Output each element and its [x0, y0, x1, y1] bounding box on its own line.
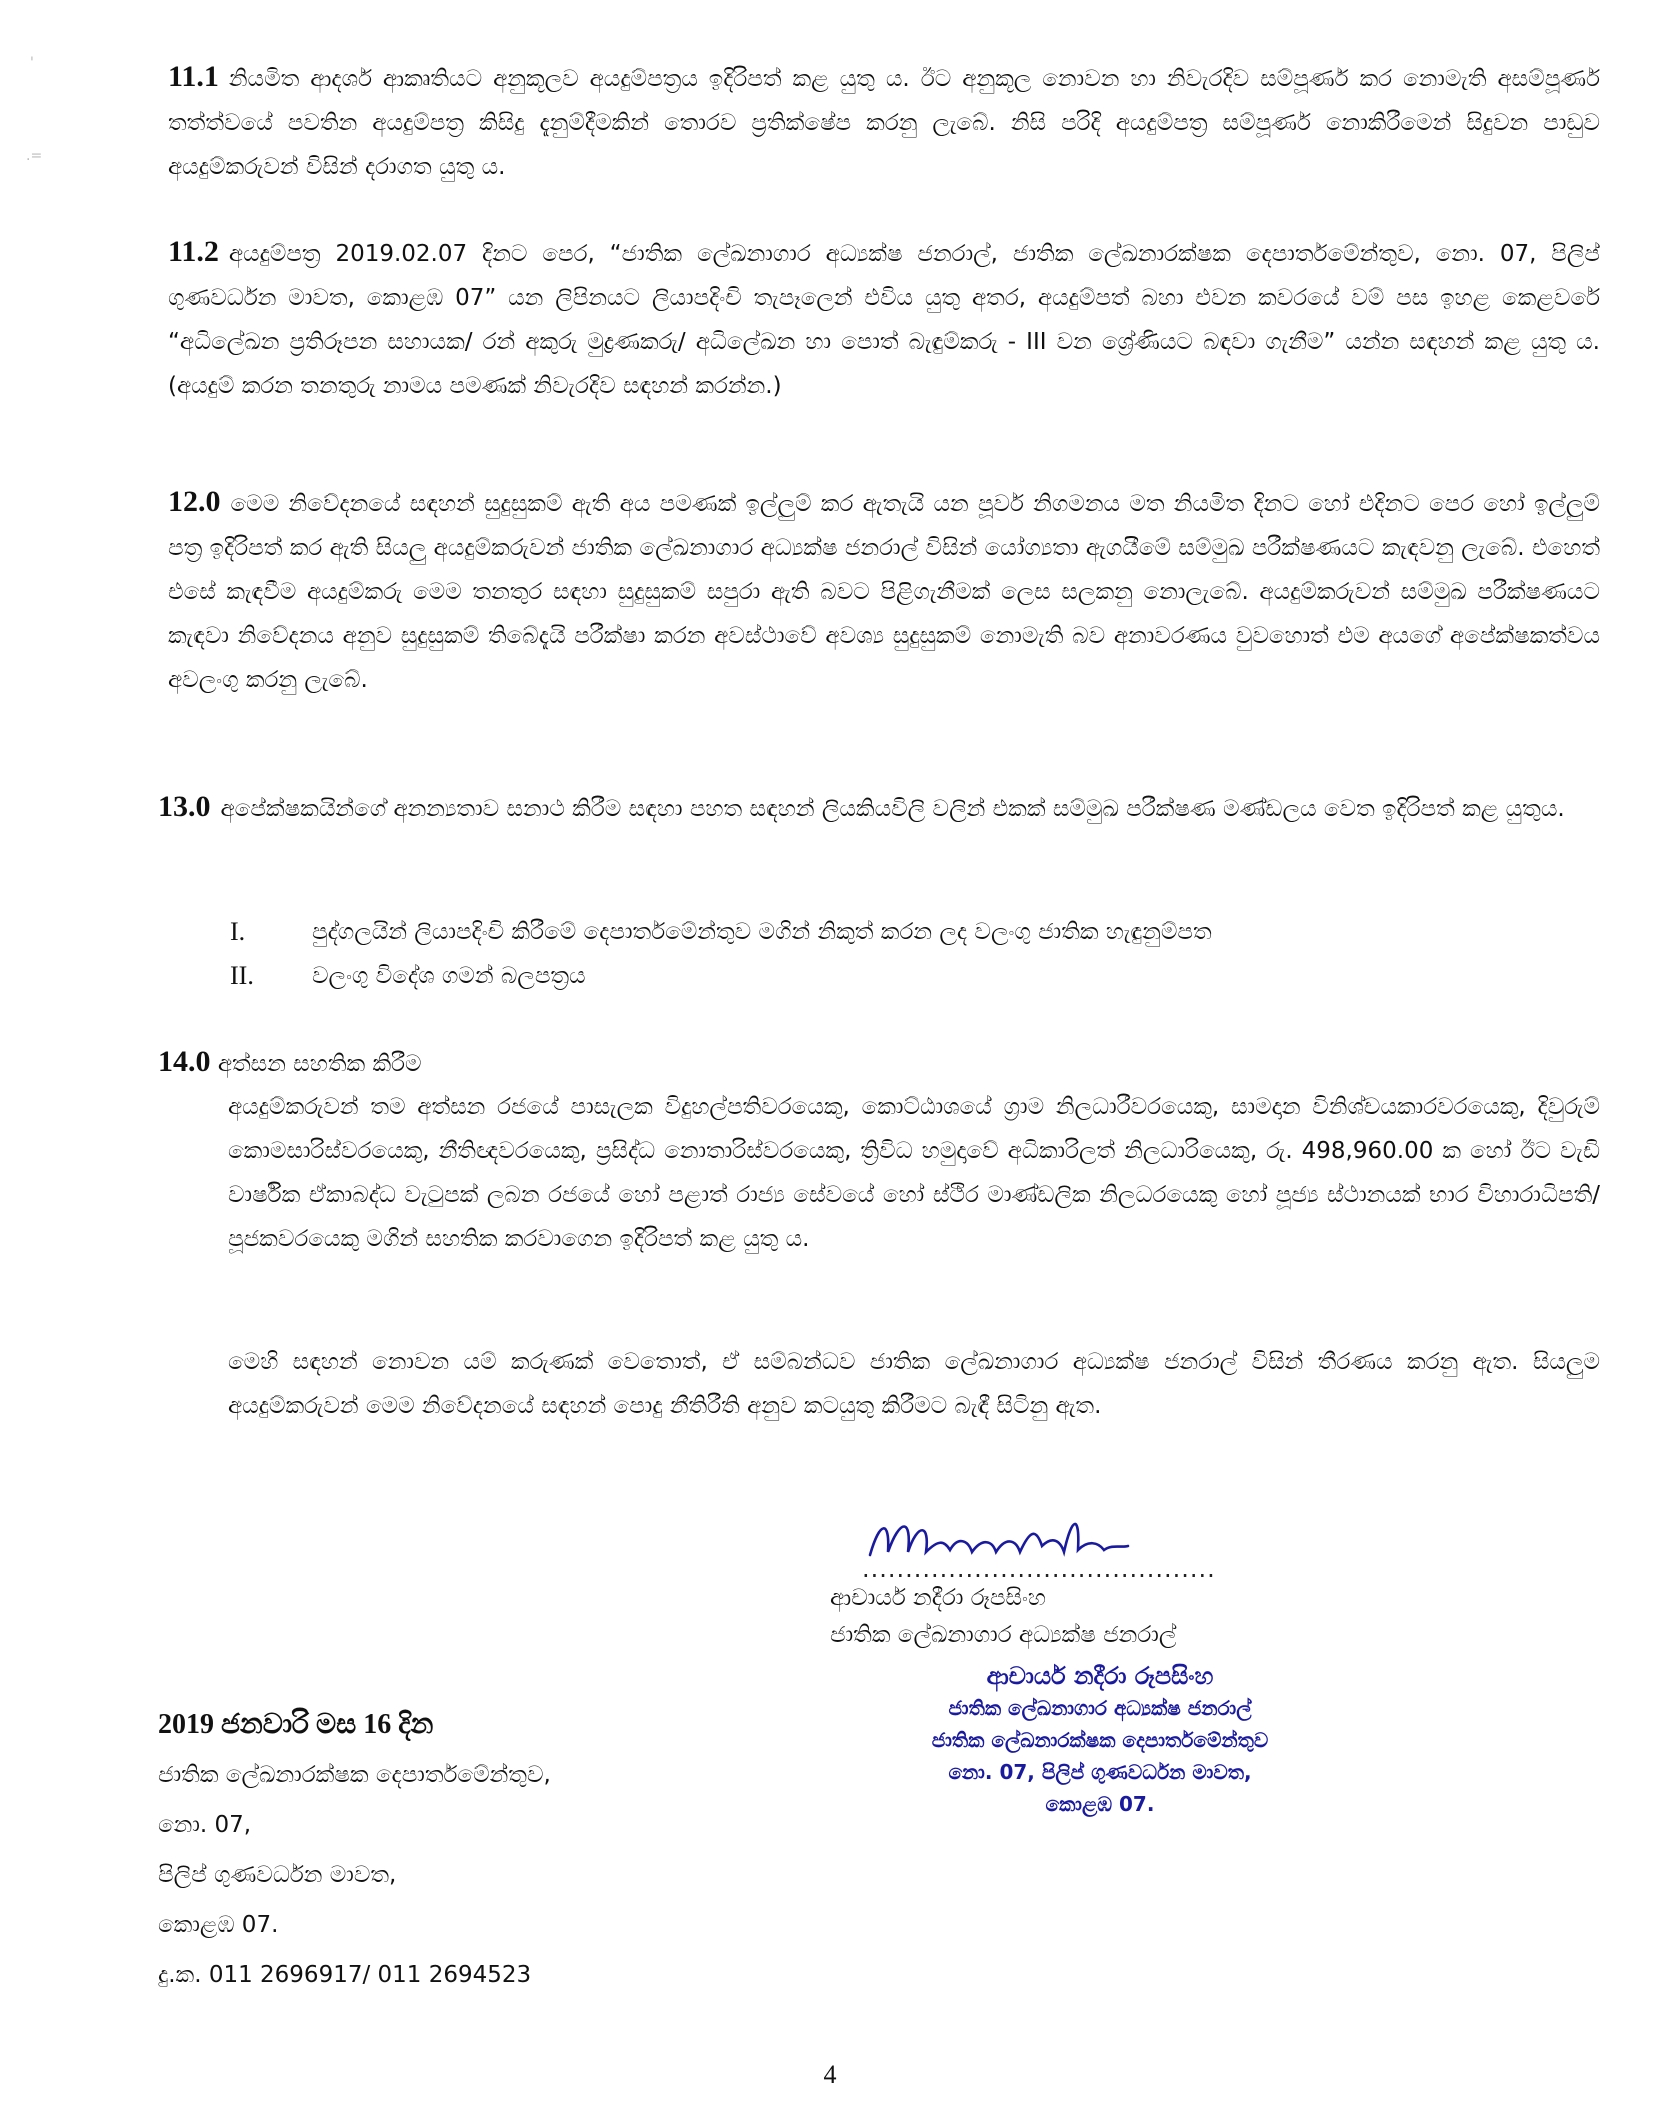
sender-address-block — [158, 1700, 551, 2000]
address-line: කොළඹ 07. — [158, 1912, 279, 1938]
phone-line: දු.ක. 011 2696917/ 011 2694523 — [158, 1962, 532, 1988]
section-14-heading — [158, 1040, 422, 1086]
section-11-1 — [168, 55, 1600, 189]
scan-mark: .= — [26, 148, 43, 164]
list-item — [230, 954, 1212, 998]
section-13 — [158, 785, 1600, 831]
scan-mark: ' — [30, 55, 34, 71]
section-text: අයදුම්පත්‍ර 2019.02.07 දිනට පෙර, “ජාතික ලේඛනාගාර අධ්‍යක්ෂ ජනරාල්, ජාතික ලේඛනාරක්ෂක දෙපාර්තමේන්තුව, නො. 07, පිලිප් ගුණවර්ධන මාවත, කොළඹ 07” යන ලිපිනයට ලියාපදිංචි තැපෑලෙන් එවිය යුතු අතර, අයදුම්පත් බහා එවන කවරයේ වම් පස ඉහළ කෙළවරේ “අධිලේඛන ප්‍රතිරූපන සහායක/ රන් අකුරු මුද්‍රණකරු/ අධිලේඛන හා පොත් බැඳුම්කරු - III වන ශ්‍රේණියට බඳවා ගැනීම” යන්න සඳහන් කළ යුතු ය. (අයදුම් කරන තනතුරු නාමය පමණක් නිවැරදිව සඳහන් කරන්න.) — [168, 241, 1600, 399]
address-line: නො. 07, — [158, 1812, 252, 1838]
page-number: 4 — [823, 2060, 837, 2089]
section-number: 11.2 — [168, 235, 219, 268]
section-12 — [168, 480, 1600, 702]
list-item-text: වලංගු විදේශ ගමන් බලපත්‍රය — [312, 963, 586, 989]
stamp-line: ජාතික ලේඛනාරක්ෂක දෙපාර්තමේන්තුව — [931, 1728, 1269, 1752]
section-11-2 — [168, 230, 1600, 408]
id-document-list — [230, 910, 1212, 998]
issue-date: 2019 ජනවාරි මස 16 දින — [158, 1709, 434, 1740]
section-title: අත්සන සහතික කිරීම — [217, 1051, 422, 1077]
section-text: නියමිත ආදර්ශ ආකෘතියට අනුකූලව අයදුම්පත්‍රය ඉදිරිපත් කළ යුතු ය. ඊට අනුකූල නොවන හා නිවැරදිව සම්පූර්ණ කර නොමැති අසම්පූර්ණ තත්ත්වයේ පවතින අයදුම්පත්‍ර කිසිදු දැනුම්දීමකින් තොරව ප්‍රතික්ෂේප කරනු ලැබේ. නිසි පරිදි අයදුම්පත්‍ර සම්පූර්ණ නොකිරීමෙන් සිදුවන පාඩුව අයදුම්කරුවන් විසින් දරාගත යුතු ය. — [168, 66, 1600, 180]
stamp-line: ආචාර්ය නදීරා රූපසිංහ — [986, 1662, 1214, 1690]
stamp-line: කොළඹ 07. — [1045, 1792, 1155, 1816]
address-line: පිලිප් ගුණවර්ධන මාවත, — [158, 1862, 397, 1888]
stamp-line: ජාතික ලේඛනාගාර අධ්‍යක්ෂ ජනරාල් — [948, 1696, 1252, 1720]
section-number: 11.1 — [168, 60, 219, 93]
list-marker: I. — [230, 917, 246, 946]
signature-line: ......................................... — [862, 1555, 1216, 1583]
address-line: ජාතික ලේඛනාරක්ෂක දෙපාර්තමේන්තුව, — [158, 1762, 551, 1788]
section-text: අපේක්ෂකයින්ගේ අනන්‍යතාව සනාථ කිරීම සඳහා පහත සඳහන් ලියකියවිලි වලින් එකක් සම්මුඛ පරීක්ෂණ මණ්ඩලය වෙත ඉදිරිපත් කළ යුතුය. — [220, 796, 1565, 822]
stamp-line: නො. 07, පිලිප් ගුණවර්ධන මාවත, — [948, 1760, 1252, 1784]
section-text: මෙම නිවේදනයේ සඳහන් සුදුසුකම් ඇති අය පමණක් ඉල්ලුම් කර ඇතැයි යන පූර්ව නිගමනය මත නියමිත දිනට හෝ එදිනට පෙර හෝ ඉල්ලුම් පත්‍ර ඉදිරිපත් කර ඇති සියලු අයදුම්කරුවන් ජාතික ලේඛනාගාර අධ්‍යක්ෂ ජනරාල් විසින් යෝග්‍යතා ඇගයීමේ සම්මුඛ පරීක්ෂණයට කැඳවනු ලැබේ. එහෙත් එසේ කැඳවීම අයදුම්කරු මෙම තනතුර සඳහා සුදුසුකම් සපුරා ඇති බවට පිළිගැනීමක් ලෙස සලකනු නොලැබේ. අයදුම්කරුවන් සම්මුඛ පරීක්ෂණයට කැඳවා නිවේදනය අනුව සුදුසුකම් තිබේදැයි පරීක්ෂා කරන අවස්ථාවේ අවශ්‍ය සුදුසුකම් නොමැති බව අනාවරණය වුවහොත් එම අයගේ අපේක්ෂකත්වය අවලංගු කරනු ලැබේ. — [168, 491, 1600, 693]
section-14-text: අයදුම්කරුවන් තම අත්සන රජයේ පාසැලක විදුහල්පතිවරයෙකු, කොට්ඨාශයේ ග්‍රාම නිලධාරීවරයෙකු, සාමදාන විනිශ්චයකාරවරයෙකු, දිවුරුම් කොමසාරිස්වරයෙකු, නීතිඥවරයෙකු, ප්‍රසිද්ධ නොතාරිස්වරයෙකු, ත්‍රිවිධ හමුදාවේ අධිකාරිලත් නිලධාරියෙකු, රු. 498,960.00 ක හෝ ඊට වැඩි වාර්ෂික ඒකාබද්ධ වැටුපක් ලබන රජයේ හෝ පළාත් රාජ්‍ය සේවයේ හෝ ස්ථිර මාණ්ඩලික නිලධරයෙකු හෝ පූජ්‍ය ස්ථානයක් භාර විහාරාධිපති/ පූජකවරයෙකු මගින් සහතික කරවාගෙන ඉදිරිපත් කළ යුතු ය. — [228, 1094, 1600, 1252]
closing-paragraph: මෙහි සඳහන් නොවන යම් කරුණක් වෙතොත්, ඒ සම්බන්ධව ජාතික ලේඛනාගාර අධ්‍යක්ෂ ජනරාල් විසින් තීරණය කරනු ඇත. සියලුම අයදුම්කරුවන් මෙම නිවේදනයේ සඳහන් පොදු නීතිරීති අනුව කටයුතු කිරීමට බැඳී සිටිනු ඇත. — [228, 1349, 1600, 1419]
signer-name: ආචාර්ය නදීරා රූපසිංහ — [830, 1585, 1046, 1611]
list-marker: II. — [230, 961, 254, 990]
signer-title: ජාතික ලේඛනාගාර අධ්‍යක්ෂ ජනරාල් — [830, 1622, 1177, 1648]
list-item — [230, 910, 1212, 954]
section-number: 12.0 — [168, 485, 221, 518]
section-number: 14.0 — [158, 1045, 211, 1078]
list-item-text: පුද්ගලයින් ලියාපදිංචි කිරීමේ දෙපාර්තමේන්තුව මගින් නිකුත් කරන ලද වලංගු ජාතික හැඳුනුම්පත — [312, 919, 1212, 945]
section-number: 13.0 — [158, 790, 211, 823]
official-stamp — [880, 1660, 1320, 1820]
